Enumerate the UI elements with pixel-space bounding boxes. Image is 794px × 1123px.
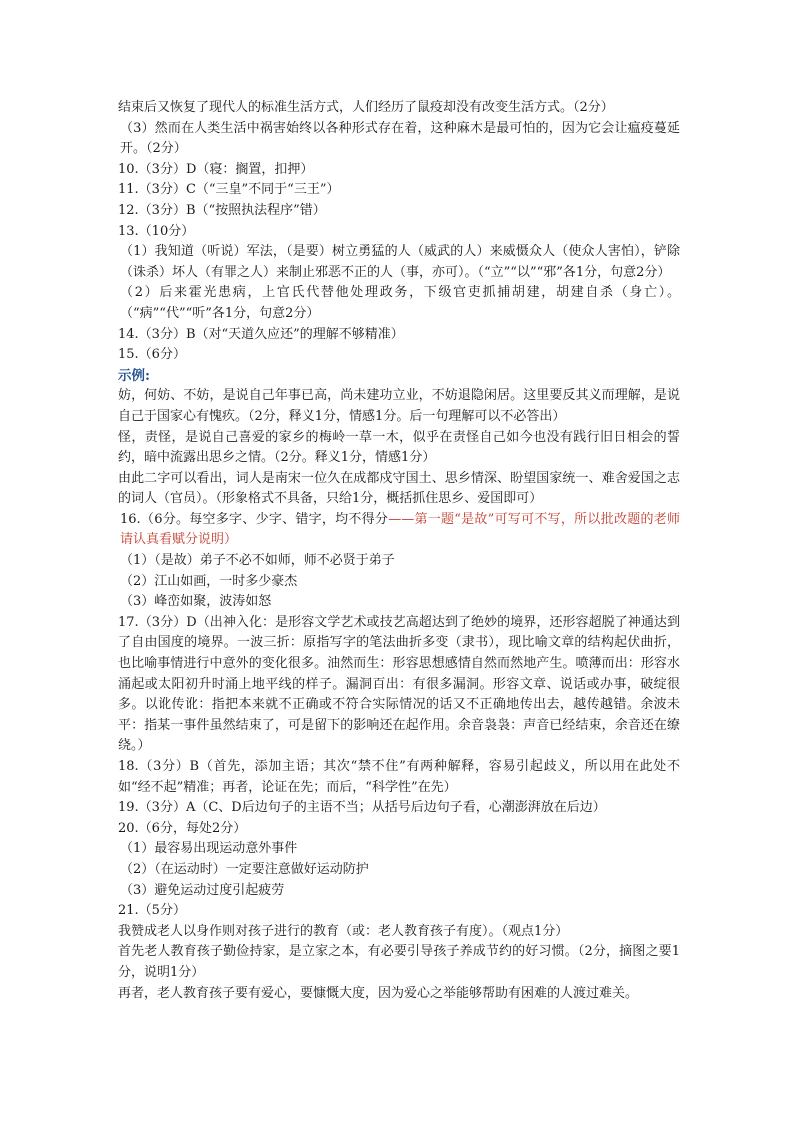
line-q16-2: （2）江山如画，一时多少豪杰 — [120, 573, 298, 589]
line-2: （3）然而在人类生活中祸害始终以各种形式存在着，这种麻木是最可怕的，因为它会让瘟疫蔓延开。（2分） — [120, 120, 680, 157]
q16-text: 16.（6分。每空多字、少字、错字，均不得分 — [120, 511, 389, 527]
line-q20: 20.（6分，每处2分） — [118, 820, 247, 836]
line-q19: 19.（3分）A（C、D后边句子的主语不当；从括号后边句子看，心潮澎湃放在后边） — [118, 800, 606, 816]
line-q16-1: （1）（是故）弟子不必不如师，师不必贤于弟子 — [120, 553, 395, 569]
line-q21-c: 再者，老人教育孩子要有爱心，要慷慨大度，因为爱心之举能够帮助有困难的人渡过难关。 — [118, 985, 639, 1001]
line-q11: 11.（3分）C（“三皇”不同于“三王”） — [118, 182, 340, 198]
line-q12: 12.（3分）B（“按照执法程序”错） — [118, 202, 326, 218]
line-q20-2: （2）（在运动时）一定要注意做好运动防护 — [120, 861, 369, 877]
line-1: 结束后又恢复了现代人的标准生活方式，人们经历了鼠疫却没有改变生活方式。（2分） — [118, 100, 614, 115]
line-q10: 10.（3分）D（寝：搁置，扣押） — [118, 161, 314, 177]
line-q21: 21.（5分） — [118, 903, 186, 919]
line-q16-3: （3）峰峦如聚，波涛如怒 — [120, 594, 272, 610]
line-q20-1: （1）最容易出现运动意外事件 — [120, 841, 298, 857]
line-q14: 14.（3分）B（对“天道久应还”的理解不够精准） — [118, 326, 404, 342]
line-q15: 15.（6分） — [118, 347, 186, 363]
line-q13-2: （2）后来霍光患病，上官氏代替他处理政务，下级官吏抓捕胡建，胡建自杀（身亡）。（“病”“代”“听”各1分，句意2分） — [120, 285, 680, 321]
line-q21-b: 首先老人教育孩子勤俭持家，是立家之本，有必要引导孩子养成节约的好习惯。（2分，摘图之要1分，说明1分） — [118, 944, 680, 980]
example-heading: 示例: — [118, 367, 150, 384]
line-q15-b: 怪，责怪，是说自己喜爱的家乡的梅岭一草一木，似乎在责怪自己如今也没有践行旧日相会的誓约，暗中流露出思乡之情。（2分。释义1分，情感1分） — [118, 429, 680, 466]
line-q16 — [118, 510, 680, 551]
line-q13-1: （1）我知道（听说）军法，（是要）树立勇猛的人（威武的人）来威慑众人（使众人害怕），铲除（诛杀）坏人（有罪之人）来制止邪恶不正的人（事，亦可）。（“立”“以”“邪”各1分，句意2分） — [120, 244, 680, 280]
line-q15-a: 妨，何妨、不妨，是说自己年事已高，尚未建功立业，不妨退隐闲居。这里要反其义而理解，是说自己于国家心有愧疚。（2分，释义1分，情感1分。后一句理解可以不必答出） — [118, 388, 680, 424]
answer-key-page — [118, 98, 680, 1004]
q16-note: ——第一题“是故”可写可不写，所以批改题的老师请认真看赋分说明） — [120, 511, 681, 548]
line-q15-c: 由此二字可以看出，词人是南宋一位久在成都戍守国土、思乡情深、盼望国家统一、难舍爱国之志的词人（官员）。（形象格式不具备，只给1分，概括抓住思乡、爱国即可） — [118, 470, 680, 507]
line-q20-3: （3）避免运动过度引起疲劳 — [120, 882, 285, 898]
line-q18: 18.（3分）B（首先，添加主语；其次“禁不住”有两种解释，容易引起歧义，所以用在此处不如“经不起”精准；再者，论证在先；而后，“科学性”在先） — [118, 759, 680, 795]
line-q13: 13.（10分） — [118, 223, 195, 239]
line-q17: 17.（3分）D（出神入化：是形容文学艺术或技艺高超达到了绝妙的境界，还形容超脱了神通达到了自由国度的境界。一波三折：原指写字的笔法曲折多变（隶书），现比喻文章的结构起伏曲折，也比喻事情进行中意外的变化很多。油然而生：形容思想感情自然而然地产生。喷薄而出：形容水涌起或太阳初升时涌上地平线的样子。漏洞百出：有很多漏洞。形容文章、说话或办事，破绽很多。以讹传讹：指把本来就不正确或不符合实际情况的话又不正确地传出去，越传越错。余波未平：指某一事件虽然结束了，可是留下的影响还在起作用。余音袅袅：声音已经结束，余音还在缭绕。） — [118, 614, 680, 754]
line-q21-a: 我赞成老人以身作则对孩子进行的教育（或：老人教育孩子有度）。（观点1分） — [118, 923, 569, 939]
